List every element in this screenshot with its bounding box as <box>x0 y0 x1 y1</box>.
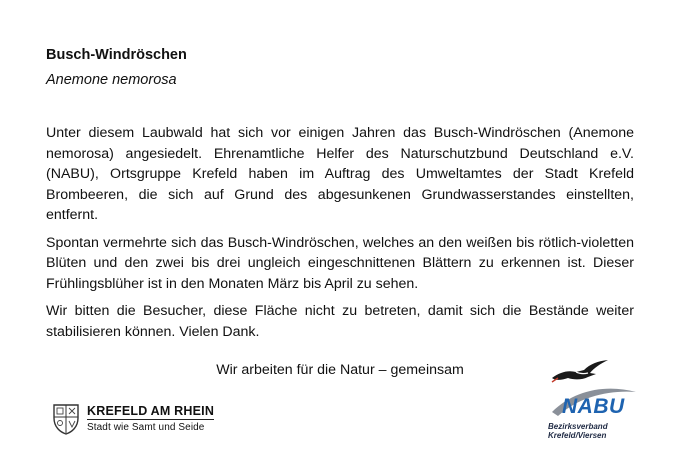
paragraph-1: Unter diesem Laubwald hat sich vor einigen Jahren das Busch-Windröschen (Anemone nemorosa) angesiedelt. Ehrenamtliche Helfer des Naturschutzbund Deutschland e.V. (NABU), Ortsgruppe Krefeld haben im Auftrag des Umweltamtes der Stadt Krefeld Brombeeren, die sich auf Grund des abgesunkenen Grundwasserstandes einstellten, entfernt. <box>46 125 634 223</box>
krefeld-city-name: KREFELD AM RHEIN <box>87 404 215 418</box>
nabu-brand: NABU <box>562 395 625 418</box>
krefeld-tagline: Stadt wie Samt und Seide <box>87 422 205 433</box>
nabu-logo <box>540 358 640 450</box>
plant-latin-name: Anemone nemorosa <box>46 72 177 88</box>
krefeld-logo <box>51 401 214 437</box>
paragraph-3: Wir bitten die Besucher, diese Fläche nicht zu betreten, damit sich die Bestände weiter stabilisieren können. Vielen Dank. <box>46 303 634 340</box>
slogan-text: Wir arbeiten für die Natur – gemeinsam <box>216 362 464 378</box>
plant-title: Busch-Windröschen <box>46 47 187 63</box>
nabu-subtitle-1: Bezirksverband <box>548 422 608 431</box>
city-crest-icon <box>51 402 81 436</box>
description-body <box>46 123 634 349</box>
nabu-subtitle-2: Krefeld/Viersen <box>548 431 607 440</box>
paragraph-2: Spontan vermehrte sich das Busch-Windröschen, welches an den weißen bis rötlich-violetten Blüten und den zwei bis drei ungleich eingeschnittenen Blättern zu erkennen ist. Dieser Frühlingsblüher ist in den Monaten März bis April zu sehen. <box>46 234 634 292</box>
